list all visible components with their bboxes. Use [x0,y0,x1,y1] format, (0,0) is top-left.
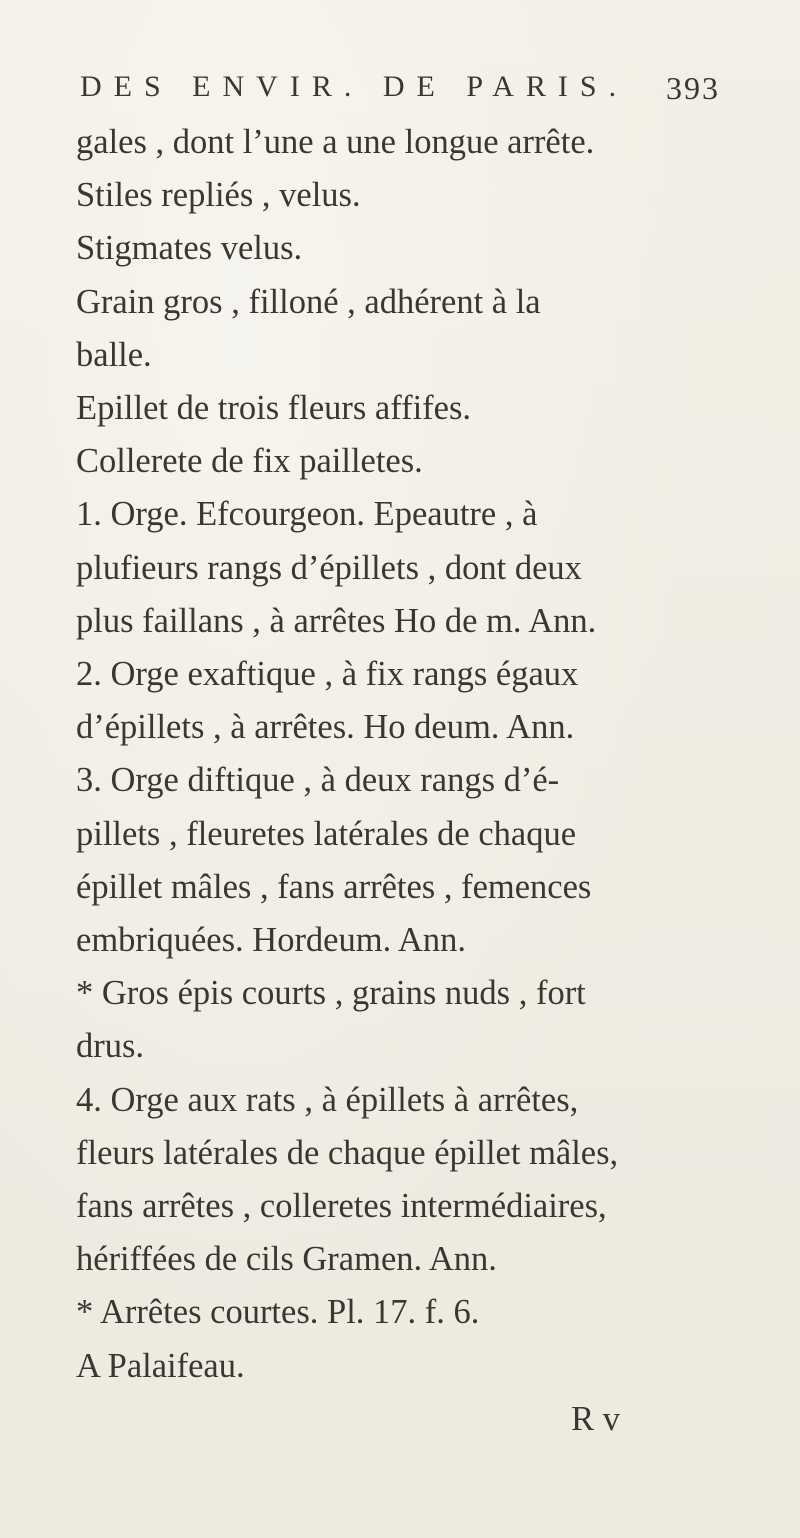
text-line: plus faillans , à arrêtes Ho de m. Ann. [76,601,597,640]
text-line: Grain gros , filloné , adhérent à la [76,282,541,321]
text-line: A Palaifeau. [76,1346,245,1385]
text-line: Stigmates velus. [76,229,303,268]
text-line: 1. Orge. Efcourgeon. Epeautre , à [76,495,538,534]
text-line: gales , dont l’une a une longue arrête. [76,123,595,161]
text-line: hériffées de cils Gramen. Ann. [76,1240,497,1279]
text-line: Epillet de trois fleurs affifes. [76,389,472,428]
text-line: * Arrêtes courtes. Pl. 17. f. 6. [76,1293,480,1332]
text-line: embriquées. Hordeum. Ann. [76,921,466,960]
text-line: 4. Orge aux rats , à épillets à arrêtes, [76,1080,579,1119]
text-line: fans arrêtes , colleretes intermédiaires, [76,1187,607,1226]
body-text [76,116,730,1446]
text-line: Collerete de fix pailletes. [76,442,423,481]
running-head: DES ENVIR. DE PARIS. [80,70,629,103]
page-number: 393 [666,70,720,106]
catchword: R v [571,1399,620,1438]
page-header [80,70,720,120]
text-line: 2. Orge exaftique , à fix rangs égaux [76,655,579,694]
text-line: 3. Orge diftique , à deux rangs d’é- [76,761,560,800]
text-line: épillet mâles , fans arrêtes , femences [76,867,592,906]
text-line: fleurs latérales de chaque épillet mâles, [76,1133,619,1172]
text-line: d’épillets , à arrêtes. Ho deum. Ann. [76,708,575,747]
text-line: plufieurs rangs d’épillets , dont deux [76,548,582,587]
text-line: pillets , fleuretes latérales de chaque [76,814,577,853]
text-line: drus. [76,1027,145,1066]
text-line: * Gros épis courts , grains nuds , fort [76,974,586,1013]
text-line: Stiles repliés , velus. [76,176,361,215]
text-line: balle. [76,335,152,374]
